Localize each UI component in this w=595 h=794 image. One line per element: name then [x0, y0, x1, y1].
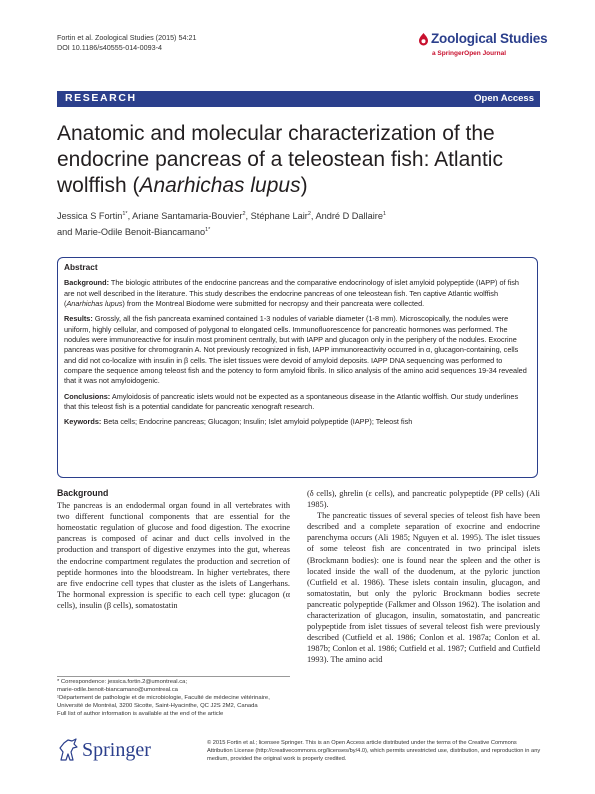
article-title	[57, 121, 540, 199]
author-affiliation: 1*	[122, 211, 128, 217]
abstract-conclusions	[64, 392, 531, 413]
body-paragraph: The pancreatic tissues of several species of teleost fish have been described and a complete separation of exocrine and endocrine parenchyma occurs (Ali 1985; Nguyen et al. 1995). The islet tissues of some teleost fish are concentrated in two principal islets (Brockmann bodies): one is found near the spleen and the other is located inside the wall of the duodenum, at the pyloric junction (Cutfield et al. 1986). These islets contain insulin, glucagon, and somatostatin, but only the pyloric Brockmann bodies secrete pancreatic polypeptide (Falkmer and Olsson 1962). The isolation and characterization of glucagon, insulin, somatostatin, and pancreatic polypeptide from islet tissues of several teleost fish were previously described (Cutfield et al. 1986; Conlon et al. 1987a; Conlon et al. 1987b; Conlon et al. 1986; Cutfield et al. 1987; Cutfield and Cutfield 1993). The amino acid	[307, 511, 540, 665]
author-info-note: Full list of author information is available at the end of the article	[57, 711, 224, 718]
correspondence-line[interactable]: marie-odile.benoit-biancamano@umontreal.ca	[57, 687, 178, 694]
journal-name: Zoological Studies	[431, 31, 548, 46]
title-line: endocrine pancreas of a teleostean fish: Atlantic	[57, 148, 503, 171]
abstract-heading: Abstract	[64, 262, 98, 272]
author-name[interactable]: , Ariane Santamaria-Bouvier	[127, 211, 243, 222]
section-heading: Background	[57, 488, 109, 498]
footnote-divider	[57, 676, 290, 677]
abstract-box	[57, 257, 538, 478]
doi-line: DOI 10.1186/s40555-014-0093-4	[57, 43, 162, 52]
abstract-keywords	[64, 417, 531, 427]
article-type-band	[57, 91, 540, 107]
title-species: Anarhichas lupus	[139, 174, 301, 197]
author-affiliation: 1	[382, 211, 386, 217]
author-name[interactable]: Jessica S Fortin	[57, 211, 123, 222]
article-type-label: RESEARCH	[65, 92, 137, 104]
section-label: Conclusions:	[64, 391, 111, 401]
section-text: The biologic attributes of the endocrine pancreas and the comparative endocrinology of islet amyloid polypeptide (IAPP) of fish are not well described in the literature. This study describes the endocrine pancreas of one teleostean fish. Ten captive Atlantic wolffish (	[64, 278, 519, 309]
author-name[interactable]: , Stéphane Lair	[245, 211, 308, 222]
publisher-name: Springer	[82, 739, 151, 761]
license-text: © 2015 Fortin et al.; licensee Springer. This is an Open Access article distributed under the terms of the Creative Commons Attribution License (http://creativecommons.org/licenses/by/4.0), which permits unrestricted use, distribution, and reproduction in any medium, provided the original work is properly credited.	[207, 740, 541, 763]
author-affiliation: 2	[307, 211, 311, 217]
author-name[interactable]: , André D Dallaire	[310, 211, 383, 222]
title-line: Anatomic and molecular characterization of the	[57, 122, 495, 145]
abstract-results	[64, 314, 531, 386]
body-paragraph: The pancreas is an endodermal organ found in all vertebrates with two different functional components that are essential for the homeostatic regulation of glucose and food digestion. The exocrine pancreas is composed of acinar and duct cells involved in the production and transport of digestive enzymes into the gut, whereas the endocrine compartment regulates the production and secretion of peptide hormones into the bloodstream. In higher vertebrates, there are five endocrine cell types that cluster as the islets of Langerhans. The hormonal expression is specific to each cell type: glucagon (α cells), insulin (β cells), somatostatin	[57, 501, 290, 610]
body-column-right	[307, 488, 540, 666]
citation-line: Fortin et al. Zoological Studies (2015) 54:21	[57, 33, 197, 42]
section-text: ) from the Montreal Biodome were submitted for necropsy and their pancreata were collected.	[122, 299, 425, 309]
section-label: Keywords:	[64, 417, 102, 427]
title-line	[57, 173, 540, 199]
abstract-content	[64, 262, 531, 433]
citation-header	[57, 33, 196, 53]
open-access-label: Open Access	[474, 93, 534, 104]
abstract-background	[64, 278, 531, 309]
section-text: Amyloidosis of pancreatic islets would not be expected as a spontaneous disease in the Atlantic wolffish. Our study underlines that this teleost fish is a potential candidate for pancreatic xenograft research.	[64, 391, 519, 412]
section-label: Results:	[64, 314, 93, 324]
section-text: Grossly, all the fish pancreata examined contained 1-3 nodules of variable diameter (1-8 mm). Microscopically, the nodules were uniform, highly cellular, and composed of polygonal to elongated cells. Immunofluorescence for pancreatic hormones was performed. The nodules were immunoreactive for insulin most prominent centrally, but with IAPP and glucagon only in the periphery of the nodules. Exocrine pancreas was positive for chromogranin A. Not previously recognized in fish, IAPP immunoreactivity occurred in α, glucagon-containing, cells and did not co-localize with insulin in β cells. The islet tissues were devoid of amyloid deposits. IAPP DNA sequencing was performed to compare the sequence among teleost fish and the potency to form amyloid fibrils. In silico analysis of the amino acid sequences 19-34 revealed that it was not amyloidogenic.	[64, 314, 527, 386]
publisher-logo	[57, 738, 187, 764]
journal-subtitle: a SpringerOpen Journal	[432, 50, 507, 57]
title-text: )	[300, 174, 308, 197]
body-column-left	[57, 488, 290, 611]
species-name: Anarhichas lupus	[66, 299, 123, 309]
author-name[interactable]: and Marie-Odile Benoit-Biancamano	[57, 227, 206, 238]
keywords-text: Beta cells; Endocrine pancreas; Glucagon; Insulin; Islet amyloid polypeptide (IAPP); Teleost fish	[101, 417, 413, 427]
journal-logo-icon	[418, 33, 429, 46]
springer-horse-icon	[57, 738, 79, 762]
author-list	[57, 207, 540, 239]
title-text: wolffish (	[57, 174, 140, 197]
journal-logo	[418, 31, 548, 61]
author-line	[57, 207, 540, 223]
author-affiliation: 1*	[205, 227, 211, 234]
section-label: Background:	[64, 278, 109, 288]
affiliation-line: ¹Département de pathologie et de microbiologie, Faculté de médecine vétérinaire, Université de Montréal, 3200 Sicotte, Saint-Hyacinthe, QC J2S 2M2, Canada	[57, 695, 270, 710]
author-line	[57, 223, 540, 239]
correspondence-line[interactable]: * Correspondence: jessica.fortin.2@umontreal.ca;	[57, 679, 188, 685]
author-affiliation: 2	[242, 211, 246, 217]
body-paragraph: (δ cells), ghrelin (ε cells), and pancreatic polypeptide (PP cells) (Ali 1985).	[307, 489, 540, 510]
footnotes	[57, 678, 297, 718]
